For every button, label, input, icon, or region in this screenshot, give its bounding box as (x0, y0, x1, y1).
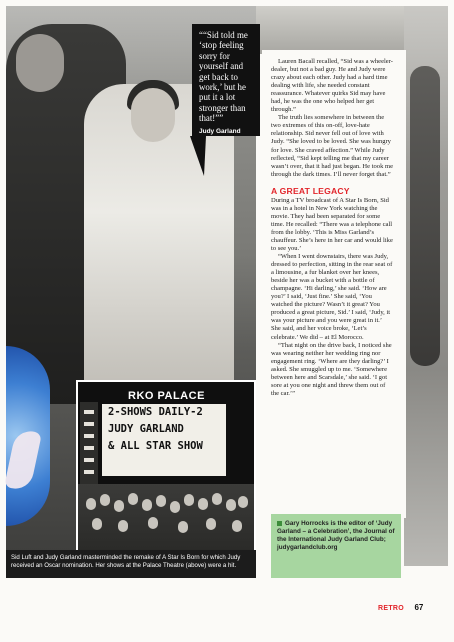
crowd (78, 484, 254, 552)
marquee-board (102, 404, 226, 476)
section-heading: A GREAT LEGACY (271, 185, 350, 196)
page-number: 67 (414, 603, 424, 612)
section-name: RETRO (378, 605, 404, 612)
article-paragraph: The truth lies somewhere in between the two extremes of this on-off, love-hate relationship. Sid never fell out of love with Judy. “She loved to be loved. She was hungry for love. She craved affection.” While Judy reflected, “Sid kept telling me that my career wasn’t over, that it had just began. He took me through the dark times. I’ll never forget that.” (271, 114, 393, 178)
photo-caption: Sid Luft and Judy Garland masterminded the remake of A Star Is Born for which Judy received an Oscar nomination. Her shows at the Palace Theatre (above) were a hit. (6, 550, 256, 578)
page-folio (378, 597, 423, 615)
pull-quote-tail (190, 136, 206, 176)
article-column (271, 58, 393, 398)
author-bio-box (271, 514, 401, 578)
pull-quote-attribution: Judy Garland (199, 127, 241, 135)
article-paragraph: Lauren Bacall recalled, “Sid was a wheeler-dealer, but not a bad guy. He and Judy were crazy about each other. Judy had a hard time dealing with life, she needed constant reassurance. Whatever quirks Sid may have had, he was the one who helped her get through.” (271, 58, 393, 114)
article-paragraph: “That night on the drive back, I noticed she was wearing neither her wedding ring nor engagement ring. ‘Where are they darling?’ I asked. She smuggled up to me. ‘Somewhere between here and Scarsdale,’ she said. ‘I got sore at you one night and threw them out of the car.’” (271, 341, 392, 397)
palace-marquee-photo (76, 380, 256, 554)
photo-background-right (404, 6, 448, 566)
marquee-line: & ALL STAR SHOW (108, 440, 203, 452)
bio-bullet (277, 521, 282, 526)
marquee-theatre-name: RKO PALACE (128, 390, 205, 402)
article-paragraph: “When I went downstairs, there was Judy, dressed to perfection, sitting in the rear seat of a limousine, a fur blanket over her knees, beside her was a bucket with a bottle of champagne. ‘Hi darling,’ she said. ‘How are you?’ I said, ‘Just fine.’ She said, ‘You watched the picture? Wasn’t it great? You produced a great picture, Sid.’ I said, ‘Judy, it was your picture and you were great in it.’ She said, and her voice broke, ‘Let’s celebrate.’ We did – at El Morocco. (271, 253, 393, 341)
marquee-line: JUDY GARLAND (108, 423, 184, 435)
author-bio-text: Gary Horrocks is the editor of ‘Judy Garland – a Celebration’, the Journal of the International Judy Garland Club; judygarlandclub.org (277, 520, 395, 552)
marquee-line: 2-SHOWS DAILY-2 (108, 406, 203, 418)
pull-quote (192, 24, 260, 136)
vertical-sign (80, 402, 98, 486)
article-paragraph: During a TV broadcast of A Star Is Born, Sid was in a hotel in New York watching the movie. They had been separated for some time. He recalled: “There was a telephone call from the lobby. ‘This is Miss Garland’s chauffeur. She’s here in her car and would like to see you.’ (271, 196, 393, 252)
pull-quote-text: ““Sid told me ‘stop feeling sorry for yourself and get back to work,’ but he put it a lot stronger than that!”” (199, 30, 248, 124)
